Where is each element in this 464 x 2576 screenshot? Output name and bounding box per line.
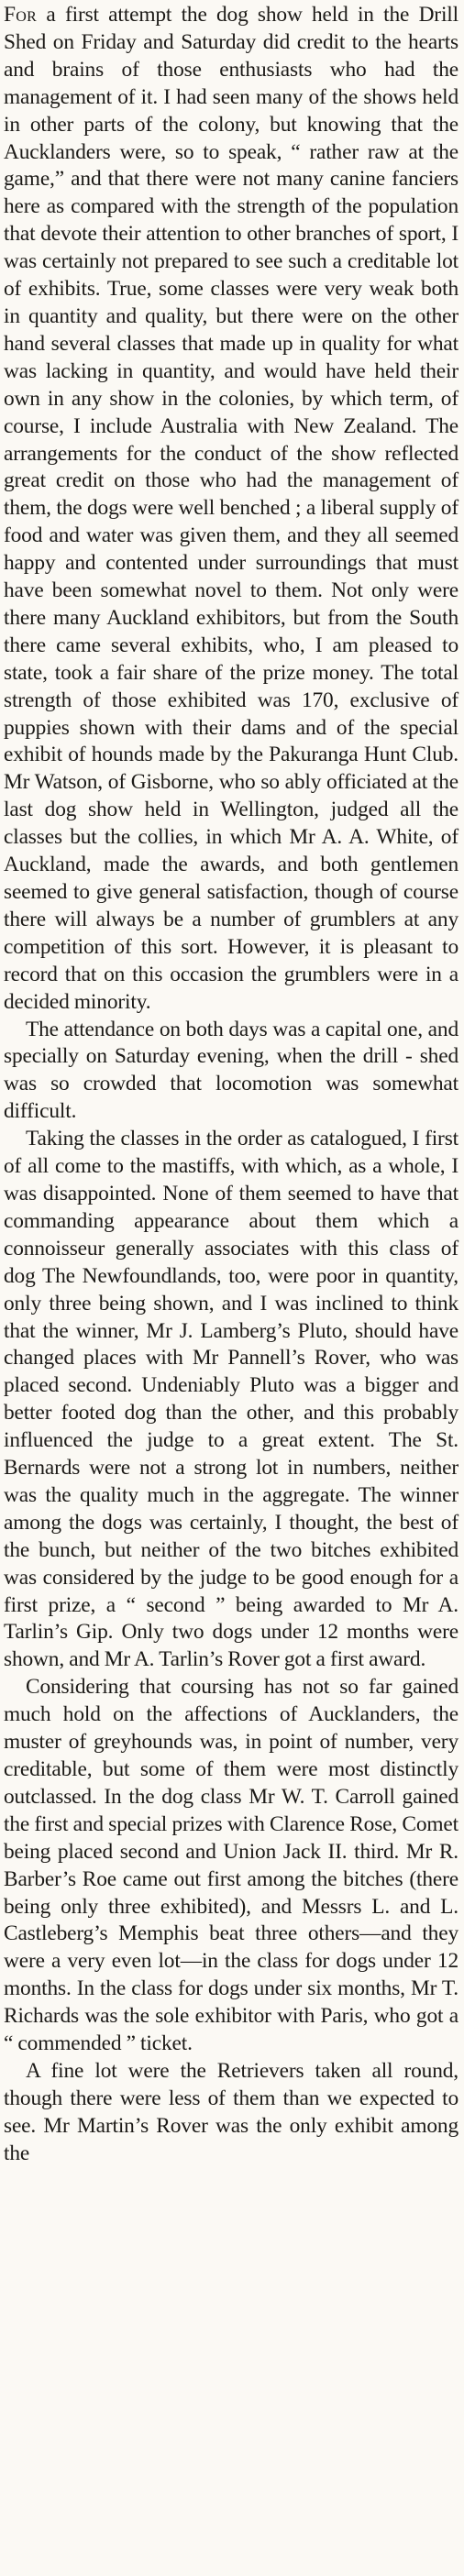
article-paragraph-3: Taking the classes in the order as catalogued, I first of all come to the mastiffs, with which, as a whole, I was disappointed. None of them seemed to have that commanding appearance about them which a connoisseur generally associates with this class of dog The Newfoundlands, too, were poor in quantity, only three being shown, and I was inclined to think that the winner, Mr J. Lamberg’s Pluto, should have changed places with Mr Pannell’s Rover, who was placed second. Undeniably Pluto was a bigger and better footed dog than the other, and this probably influenced the judge to a great extent. The St. Bernards were not a strong lot in numbers, neither was the quality much in the aggregate. The winner among the dogs was certainly, I thought, the best of the bunch, but neither of the two bitches exhibited was considered by the judge to be good enough for a first prize, a “ second ” being awarded to Mr A. Tarlin’s Gip. Only two dogs under 12 months were shown, and Mr A. Tarlin’s Rover got a first award. xyxy=(4,1127,458,1672)
article-paragraph-5: A fine lot were the Retrievers taken all round, though there were less of them than we expected to see. Mr Martin’s Rover was the only exhibit among the xyxy=(4,2058,458,2165)
paragraph-text: a first attempt the dog show held in the Drill Shed on Friday and Saturday did credit to the hearts and brains of those enthusiasts who had the management of it. I had seen many of the shows held in other parts of the colony, but knowing that the Aucklanders were, so to speak, “ rather raw at the game,” and that there were not many canine fanciers here as compared with the strength of the population that devote their attention to other branches of sport, I was certainly not prepared to see such a creditable lot of exhibits. True, some classes were very weak both in quantity and quality, but there were on the other hand several classes that made up in quality for what was lacking in quantity, and would have held their own in any show in the colonies, by which term, of course, I include Australia with New Zealand. The arrangements for the conduct of the show reflected great credit on those who had the management of them, the dogs were well benched ; a liberal supply of food and water was given them, and they all seemed happy and contented under surroundings that must have been somewhat novel to them. Not only were there many Auckland exhibitors, but from the South there came several exhibits, who, I am pleased to state, took a fair share of the prize money. The total strength of those exhibited was 170, exclusive of puppies shown with their dams and of the special exhibit of hounds made by the Pakuranga Hunt Club. Mr Watson, of Gisborne, who so ably officiated at the last dog show held in Wellington, judged all the classes but the collies, in which Mr A. A. White, of Auckland, made the awards, and both gentlemen seemed to give general satisfaction, though of course there will always be a number of grumblers at any competition of this sort. However, it is pleasant to record that on this occasion the grumblers were in a decided minority. xyxy=(4,3,458,1014)
article-paragraph-4: Considering that coursing has not so far gained much hold on the affections of Aucklanders, the muster of greyhounds was, in point of number, very creditable, but some of them were most distinctly outclassed. In the dog class Mr W. T. Carroll gained the first and special prizes with Clarence Rose, Comet being placed second and Union Jack II. third. Mr R. Barber’s Roe came out first among the bitches (there being only three exhibited), and Messrs L. and L. Castleberg’s Memphis beat three others—and they were a very even lot—in the class for dogs under 12 months. In the class for dogs under six months, Mr T. Richards was the sole exhibitor with Paris, who got a “ commended ” ticket. xyxy=(4,1675,458,2056)
article-paragraph-1 xyxy=(4,2,458,1017)
lead-word: For xyxy=(4,3,38,27)
article-column xyxy=(4,2,458,2168)
article-paragraph-2: The attendance on both days was a capital one, and specially on Saturday evening, when the drill - shed was so crowded that locomotion was somewhat difficult. xyxy=(4,1017,458,1124)
